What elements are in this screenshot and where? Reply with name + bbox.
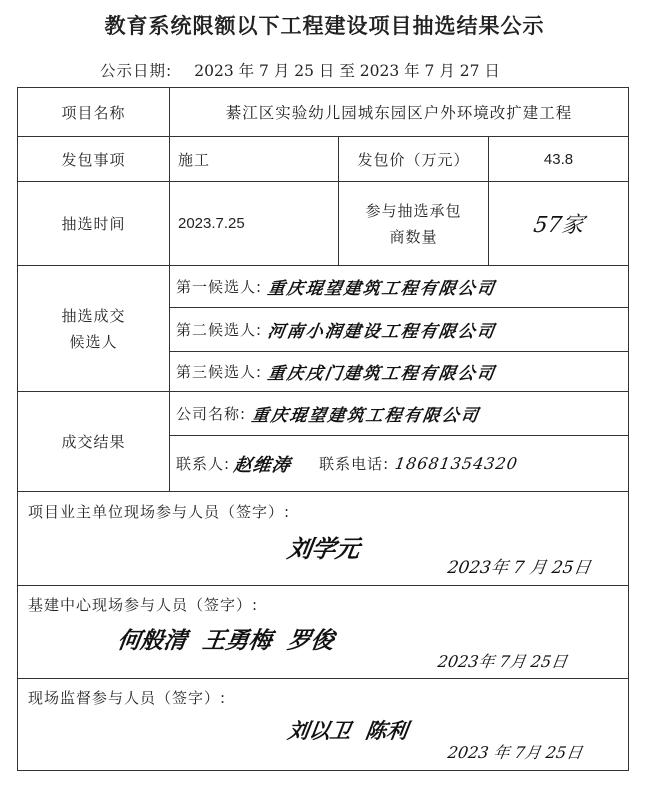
result-label: 成交结果 <box>61 433 126 451</box>
candidate-2-label: 第二候选人: <box>176 321 263 339</box>
result-contact <box>176 436 626 491</box>
candidate-2 <box>176 308 626 351</box>
draw-count-handwritten: 57家 <box>531 213 585 238</box>
page-title: 教育系统限额以下工程建设项目抽选结果公示 <box>104 14 545 38</box>
owner-sign-date-handwritten: 2023年 7 月 25日 <box>446 557 592 578</box>
candidate-1-label: 第一候选人: <box>176 278 263 296</box>
result-contact-label: 联系人: <box>176 455 231 473</box>
result-contact-signature: 赵维涛 <box>232 454 293 476</box>
result-phone-value: 18681354320 <box>393 454 520 473</box>
center-sign-date <box>438 645 628 675</box>
project-name-label: 项目名称 <box>61 103 126 122</box>
center-signatures <box>115 618 448 658</box>
row-divider <box>18 491 628 492</box>
candidate-1 <box>176 266 626 307</box>
result-table <box>17 87 629 771</box>
candidates-label-line1: 抽选成交 <box>61 306 126 325</box>
supervision-sign-date-handwritten: 2023 年 7月 25日 <box>446 742 584 762</box>
column-divider <box>169 88 170 491</box>
row-divider <box>18 585 628 586</box>
candidate-3-label: 第三候选人: <box>176 363 263 381</box>
contract-item-label: 发包事项 <box>61 150 126 169</box>
candidate-3-name: 重庆戌门建筑工程有限公司 <box>266 364 498 384</box>
supervision-sign-date <box>448 736 628 766</box>
supervision-signers-label: 现场监督参与人员（签字）: <box>28 688 227 707</box>
draw-time-value: 2023.7.25 <box>178 215 245 232</box>
result-company <box>176 392 626 435</box>
draw-count-label-line2: 商数量 <box>389 227 438 246</box>
candidates-label <box>18 266 169 391</box>
result-phone-label: 联系电话: <box>319 455 390 473</box>
contract-item-value: 施工 <box>178 150 211 169</box>
project-name-value: 綦江区实验幼儿园城东园区户外环境改扩建工程 <box>225 104 573 122</box>
candidate-2-name: 河南小润建设工程有限公司 <box>266 322 498 342</box>
candidate-3 <box>176 352 626 391</box>
contract-price-label: 发包价（万元） <box>357 150 470 169</box>
center-sign-date-handwritten: 2023年 7月 25日 <box>436 651 569 671</box>
draw-count-label <box>339 182 488 265</box>
contract-price-value: 43.8 <box>543 150 574 168</box>
supervision-signatures-handwritten: 刘以卫 陈利 <box>286 718 410 743</box>
draw-count-value <box>489 182 628 265</box>
row-divider <box>18 678 628 679</box>
period-dates: 2023 年 7 月 25 日 至 2023 年 7 月 27 日 <box>194 62 500 80</box>
owner-signature <box>285 526 428 566</box>
candidates-label-line2: 候选人 <box>69 332 118 351</box>
center-signatures-handwritten: 何般清 王勇梅 罗俊 <box>115 626 336 654</box>
draw-count-label-line1: 参与抽选承包 <box>365 201 462 220</box>
owner-sign-date <box>448 550 628 580</box>
owner-signature-handwritten: 刘学元 <box>285 533 362 563</box>
owner-signers-label: 项目业主单位现场参与人员（签字）: <box>28 502 291 521</box>
publicity-period <box>100 59 500 81</box>
candidate-1-name: 重庆琨望建筑工程有限公司 <box>266 279 498 299</box>
period-label: 公示日期: <box>100 62 173 80</box>
center-signers-label: 基建中心现场参与人员（签字）: <box>28 595 259 614</box>
result-company-value: 重庆琨望建筑工程有限公司 <box>250 406 482 426</box>
result-company-label: 公司名称: <box>176 405 247 423</box>
draw-time-label: 抽选时间 <box>61 215 126 233</box>
